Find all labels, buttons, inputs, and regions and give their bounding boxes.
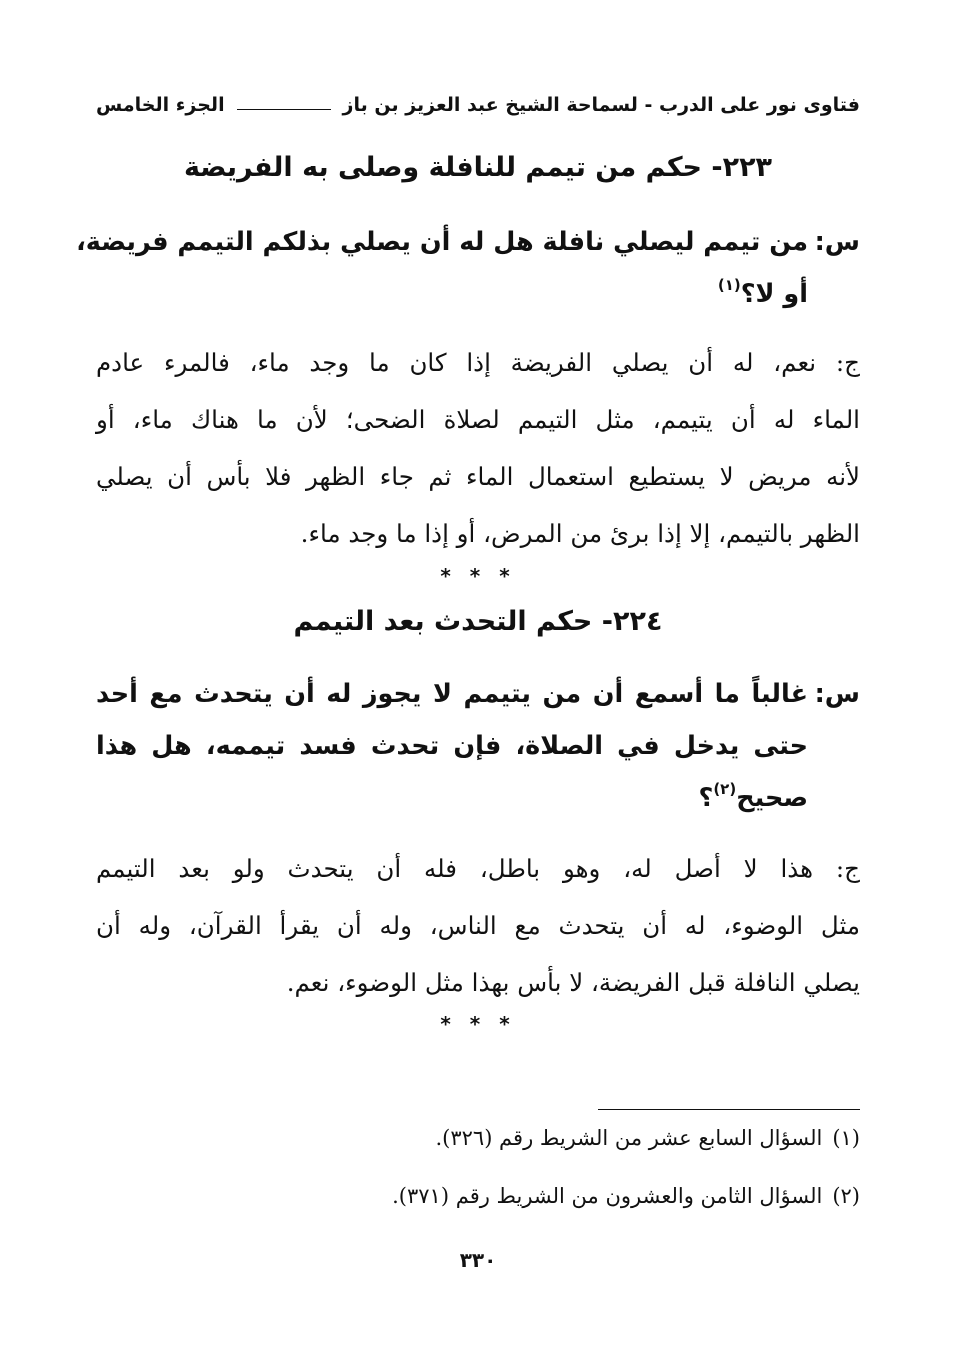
answer-224: [96, 840, 860, 1011]
question-marker: س:: [814, 227, 860, 257]
footnote-2: [96, 1180, 860, 1212]
question-text: [76, 216, 808, 323]
question-line: من تيمم ليصلي نافلة هل له أن يصلي بذلكم التيمم فريضة،: [76, 227, 808, 257]
question-223: [76, 216, 860, 323]
answer-line: [96, 334, 860, 391]
question-line: [96, 268, 808, 323]
question-224: [96, 668, 860, 827]
answer-line-text: نعم، له أن يصلي الفريضة إذا كان ما وجد ماء، فالمرء عادم: [96, 348, 817, 377]
footnote-ref: (١): [717, 276, 741, 294]
book-title: فتاوى نور على الدرب - لسماحة الشيخ عبد العزيز بن باز: [342, 94, 860, 116]
section-heading-224: ٢٢٤- حكم التحدث بعد التيمم: [293, 606, 663, 637]
answer-line: [96, 840, 860, 897]
footnote-ref: (٢): [713, 780, 737, 798]
answer-line: مثل الوضوء، له أن يتحدث مع الناس، وله أن يقرأ القرآن، وله أن: [96, 911, 860, 940]
answer-line: الماء له أن يتيمم، مثل التيمم لصلاة الضحى؛ لأن ما هناك ماء، أو: [96, 405, 860, 434]
question-line-text: أو لا؟: [740, 279, 808, 309]
answer-marker: ج:: [835, 348, 860, 377]
question-end: ؟: [698, 783, 714, 813]
answer-line: يصلي النافلة قبل الفريضة، لا بأس بهذا مثل الوضوء، نعم.: [286, 968, 860, 997]
section-separator: * * *: [440, 1012, 516, 1036]
question-line-text: صحيح: [736, 783, 808, 813]
header-rule: [237, 109, 331, 110]
answer-line-text: هذا لا أصل له، وهو باطل، فله أن يتحدث ولو بعد التيمم: [96, 854, 814, 883]
page-number: ٣٣٠: [459, 1248, 497, 1272]
footnote-text: السؤال الثامن والعشرون من الشريط رقم (٣٧١).: [392, 1184, 823, 1208]
question-line: [96, 772, 808, 827]
section-separator: * * *: [440, 564, 516, 588]
answer-223: [96, 334, 860, 562]
section-heading-223: ٢٢٣- حكم من تيمم للنافلة وصلى به الفريضة: [183, 152, 773, 183]
question-marker: س:: [814, 679, 860, 709]
answer-line: لأنه مريض لا يستطيع استعمال الماء ثم جاء الظهر فلا بأس أن يصلي: [96, 462, 860, 491]
footnote-1: [96, 1122, 860, 1154]
volume-part: الجزء الخامس: [96, 94, 225, 116]
footnote-number: (٢): [832, 1184, 860, 1208]
answer-marker: ج:: [835, 854, 860, 883]
footnote-number: (١): [832, 1126, 860, 1150]
question-line: غالباً ما أسمع أن من يتيمم لا يجوز له أن يتحدث مع أحد: [96, 679, 808, 709]
running-header: [96, 88, 860, 122]
answer-line: الظهر بالتيمم، إلا إذا برئ من المرض، أو إذا ما وجد ماء.: [300, 519, 860, 548]
footnote-text: السؤال السابع عشر من الشريط رقم (٣٢٦).: [435, 1126, 823, 1150]
footnote-rule: [598, 1109, 860, 1110]
question-line: حتى يدخل في الصلاة، فإن تحدث فسد تيممه، هل هذا: [96, 731, 808, 761]
question-text: [96, 668, 808, 827]
